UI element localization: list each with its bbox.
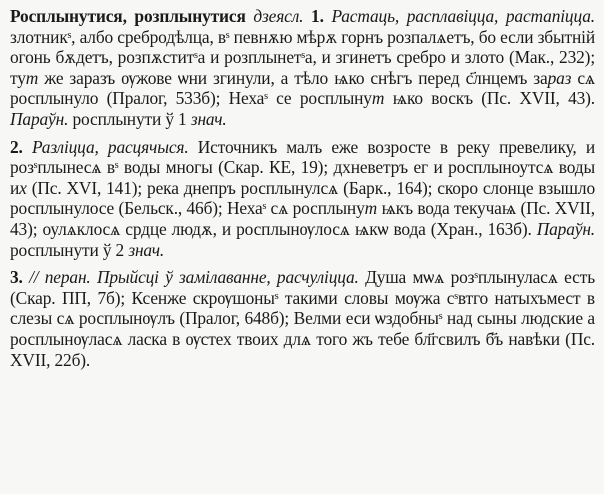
compare-znach: знач.: [128, 239, 165, 260]
compare-text: росплынути ў 2: [10, 239, 125, 260]
figurative-separator: //: [29, 267, 39, 288]
citations: сѧ росплынуло (Пралог, 533б); Нехаˢ се росплыну: [10, 67, 596, 109]
italic-letter: т: [371, 88, 385, 109]
compare-label: Параўн.: [536, 218, 596, 239]
citations: Источникъ малъ еже возросте в реку превелику, и розˢплынесѧ вˢ воды многы (Скар. КЕ, 19); дхневетръ ег и росплыноутсѧ воды и: [10, 136, 595, 198]
compare-label: Параўн.: [10, 108, 69, 129]
citations: (Пс. XVI, 141); река днепръ росплынулсѧ (Барк., 164); скоро слонце взышло росплынулосе (Бельск., 46б); Нехаˢ сѧ росплыну: [10, 177, 595, 219]
citations: же заразъ ѹжове ѡни згинули, а тѣло ѩко снѣгъ перед с҃лнцемъ за: [38, 67, 548, 88]
citations: Душа мѡѧ розˢплынуласѧ есть (Скар. ПП, 7б); Ксенже скрѹшоныˢ такими словы мѹжа сˢвтго натыхъмест в слезы сѧ росплынѹлъ (Пралог, 648б); Велми еси ѡздобныˢ над сыны людские а росплынѹласѧ ласка в ѹстех твоих длѧ того жъ тебе бл҃гсвилъ б҃ъ навѣки (Пс. XVII, 22б).: [10, 267, 595, 370]
sense-gloss: перан. Прыйсці ў замілаванне, расчуліцца.: [44, 267, 359, 288]
citations: ѩкъ вода текучаѩ (Пс. XVII, 43); оулѧклосѧ срдце людѫ, и росплынѹлосѧ ѩкѡ вода (Хран., 163б).: [10, 198, 595, 239]
sense-number: 3.: [10, 267, 23, 288]
citations: злотникˢ, албо сребродѣлца, вˢ певнѫю мѣрѫ горнъ розпалѧетъ, бо если збытній огонь бѫдетъ, розпѫститˢа и розплынетˢа, и згинетъ сребро и злото (Мак., 232); ту: [10, 26, 595, 88]
italic-letter: т: [364, 198, 378, 219]
sense-2: [10, 137, 595, 261]
citations: ѩко воскъ (Пс. XVII, 43).: [384, 88, 595, 109]
compare-znach: знач.: [190, 108, 227, 129]
sense-gloss: Растаць, расплавіцца, растапіцца.: [331, 6, 595, 26]
italic-letter: раз: [547, 67, 572, 88]
italic-letter: х: [19, 177, 27, 198]
sense-3: [10, 267, 595, 370]
sense-gloss: Разліцца, расцячыся.: [31, 136, 189, 157]
sense-number: 1.: [311, 6, 324, 26]
headword: Росплынутися, розплынутися: [10, 6, 246, 26]
sense-number: 2.: [10, 136, 23, 157]
italic-letter: т: [25, 67, 39, 88]
part-of-speech: дзеясл.: [253, 6, 304, 26]
sense-1: [10, 6, 595, 130]
compare-text: росплынути ў 1: [72, 108, 187, 129]
